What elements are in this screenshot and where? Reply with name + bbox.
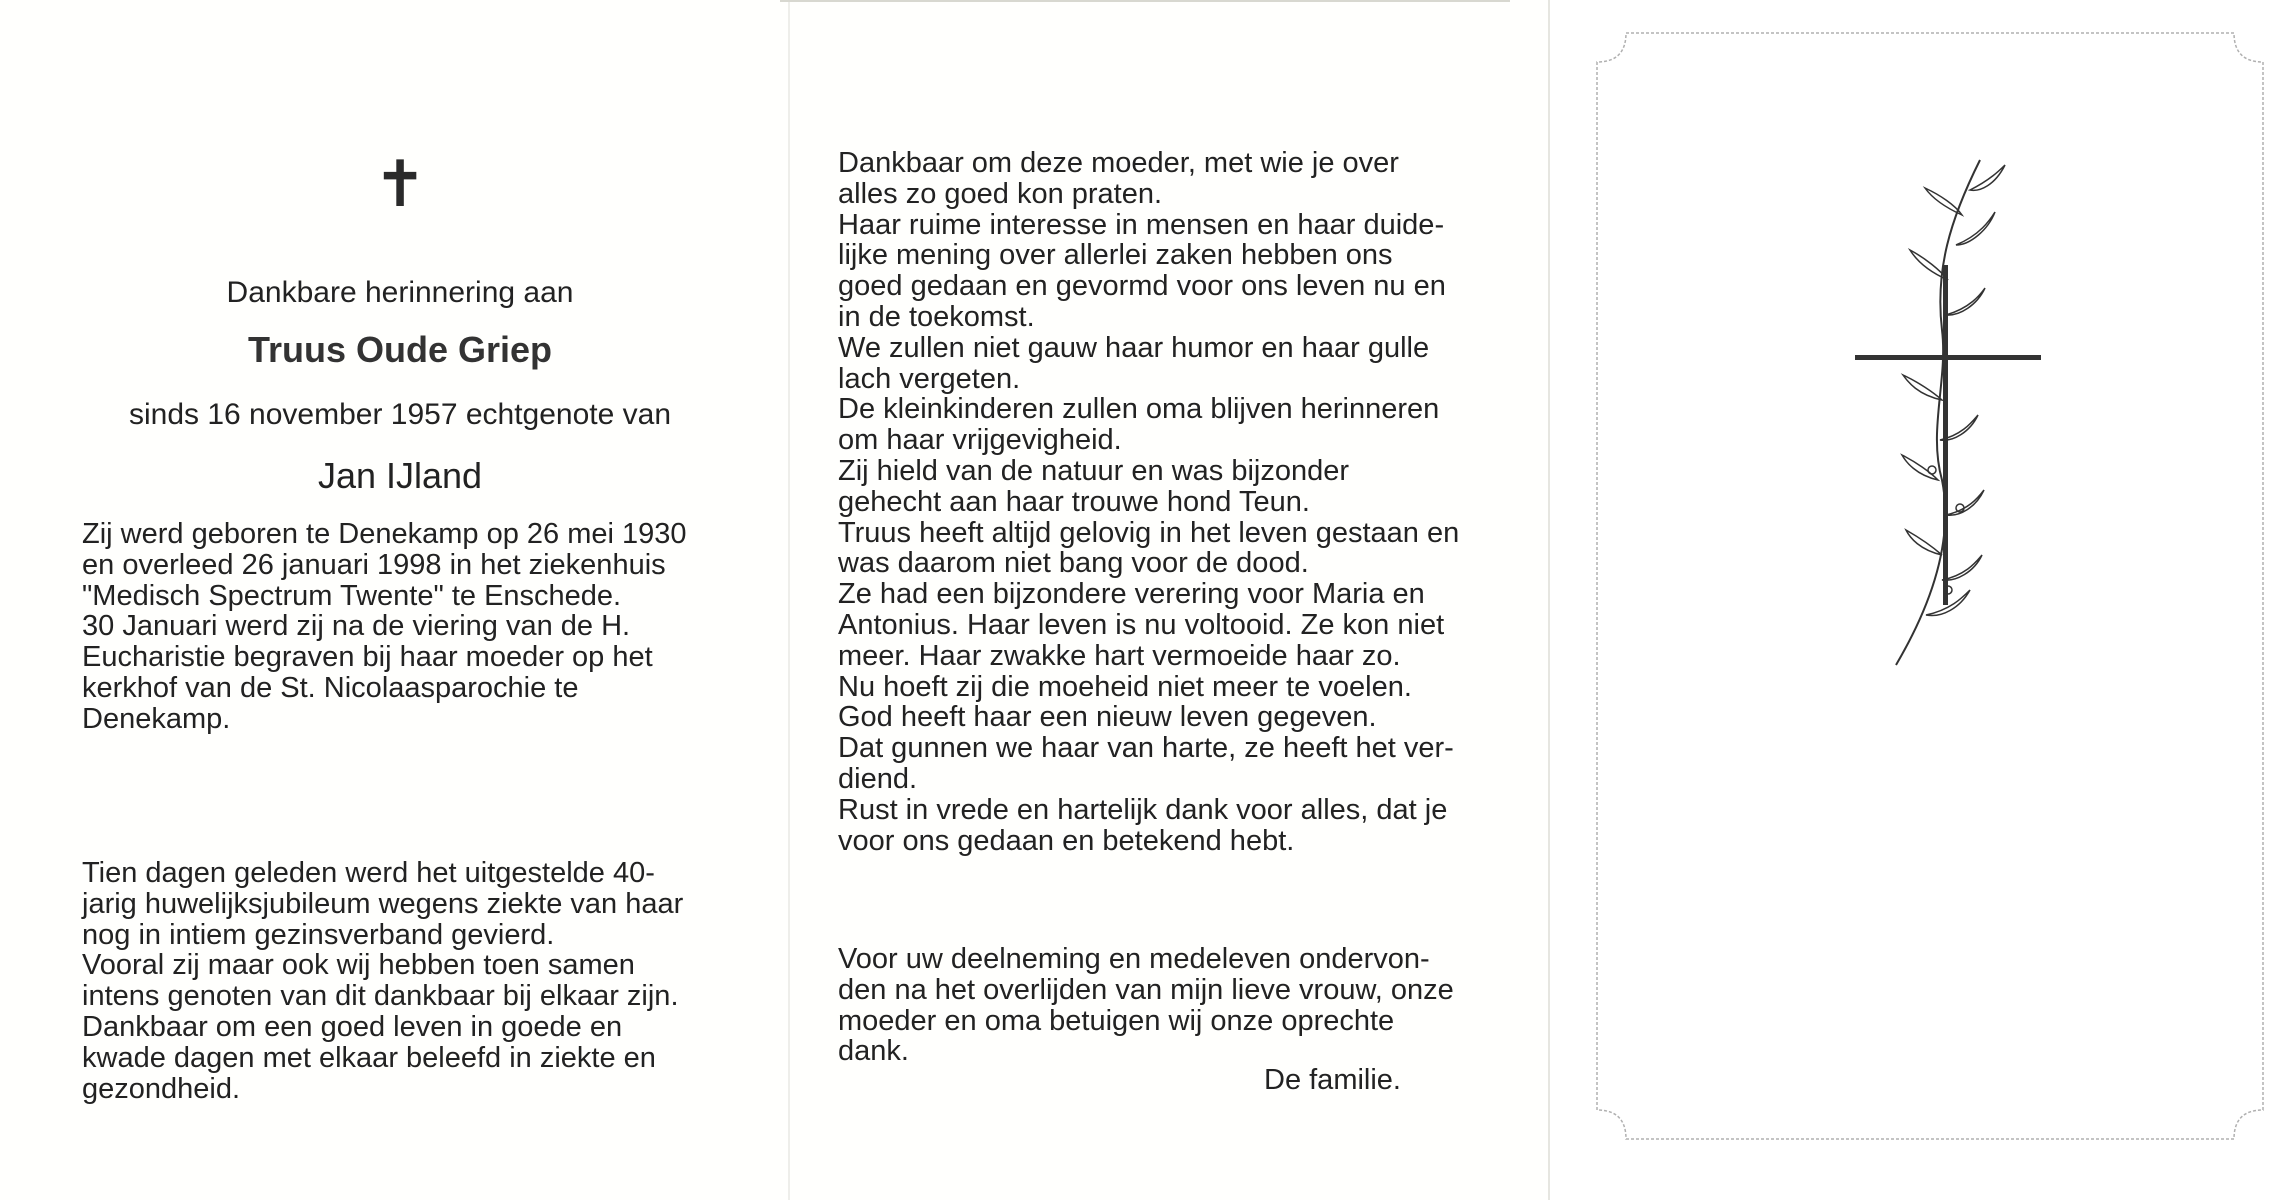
jubilee-line: Tien dagen geleden werd het uitgestelde 40- (82, 857, 655, 889)
jubilee-line: gezondheid. (82, 1072, 241, 1105)
tribute-line: om haar vrijgevigheid. (838, 424, 1122, 457)
jubilee-paragraph (82, 858, 724, 1104)
jubilee-line: kwade dagen met elkaar beleefd in ziekte en (82, 1041, 656, 1074)
bio-line: Denekamp. (82, 702, 231, 735)
top-edge-rule (780, 0, 1510, 2)
tribute-line: Nu hoeft zij die moeheid niet meer te voelen. (838, 670, 1412, 703)
family-signature: De familie. (1264, 1064, 1401, 1096)
bio-line: 30 Januari werd zij na de viering van de H. (82, 610, 631, 643)
tribute-line: voor ons gedaan en betekend hebt. (838, 824, 1295, 857)
cross-with-olive-branch-icon (1830, 150, 2050, 680)
thanks-line: moeder en oma betuigen wij onze oprechte (838, 1004, 1395, 1037)
jubilee-line: jarig huwelijksjubileum wegens ziekte van haar (82, 887, 684, 920)
thanks-line: Voor uw deelneming en medeleven ondervon- (838, 943, 1430, 975)
deceased-name: Truus Oude Griep (247, 329, 553, 370)
jubilee-line: Dankbaar om een goed leven in goede en (82, 1010, 623, 1043)
tribute-line: meer. Haar zwakke hart vermoeide haar zo. (838, 639, 1401, 672)
tribute-line: Rust in vrede en hartelijk dank voor alles, dat je (838, 793, 1448, 826)
bio-line: Zij werd geboren te Denekamp op 26 mei 1930 (82, 518, 687, 550)
jubilee-line: intens genoten van dit dankbaar bij elkaar zijn. (82, 980, 679, 1013)
biography-paragraph (82, 519, 724, 735)
tribute-line: Dankbaar om deze moeder, met wie je over (838, 147, 1399, 179)
tribute-line: alles zo goed kon praten. (838, 177, 1163, 210)
tribute-line: Haar ruime interesse in mensen en haar duide- (838, 208, 1445, 241)
bio-line: Eucharistie begraven bij haar moeder op het (82, 641, 653, 674)
tribute-line: was daarom niet bang voor de dood. (838, 547, 1309, 580)
tribute-line: in de toekomst. (838, 300, 1035, 333)
tribute-line: diend. (838, 762, 918, 795)
tribute-line: goed gedaan en gevormd voor ons leven nu en (838, 270, 1446, 303)
jubilee-line: nog in intiem gezinsverband gevierd. (82, 918, 555, 951)
tribute-line: gehecht aan haar trouwe hond Teun. (838, 485, 1310, 518)
tribute-line: lijke mening over allerlei zaken hebben ons (838, 239, 1393, 272)
tribute-line: Antonius. Haar leven is nu voltooid. Ze kon niet (838, 608, 1445, 641)
tribute-line: Dat gunnen we haar van harte, ze heeft het ver- (838, 732, 1454, 765)
tribute-line: Zij hield van de natuur en was bijzonder (838, 454, 1350, 487)
bio-line: "Medisch Spectrum Twente" te Enschede. (82, 579, 622, 612)
tribute-line: God heeft haar een nieuw leven gegeven. (838, 701, 1377, 734)
tribute-paragraph (838, 148, 1478, 856)
tribute-line: We zullen niet gauw haar humor en haar gulle (838, 331, 1430, 364)
bio-line: kerkhof van de St. Nicolaasparochie te (82, 671, 579, 704)
latin-cross-icon: ✝ (373, 148, 427, 222)
tribute-line: De kleinkinderen zullen oma blijven herinneren (838, 393, 1440, 426)
marriage-since-text: sinds 16 november 1957 echtgenote van (128, 398, 672, 431)
spouse-name: Jan IJland (317, 455, 483, 496)
jubilee-line: Vooral zij maar ook wij hebben toen samen (82, 949, 635, 982)
tribute-line: lach vergeten. (838, 362, 1021, 395)
tribute-line: Truus heeft altijd gelovig in het leven gestaan en (838, 516, 1460, 549)
thanks-paragraph (838, 944, 1478, 1067)
intro-text: Dankbare herinnering aan (226, 276, 574, 309)
tribute-line: Ze had een bijzondere verering voor Maria en (838, 578, 1425, 611)
thanks-line: dank. (838, 1035, 909, 1068)
thanks-line: den na het overlijden van mijn lieve vrouw, onze (838, 973, 1454, 1006)
bio-line: en overleed 26 januari 1998 in het ziekenhuis (82, 548, 666, 581)
